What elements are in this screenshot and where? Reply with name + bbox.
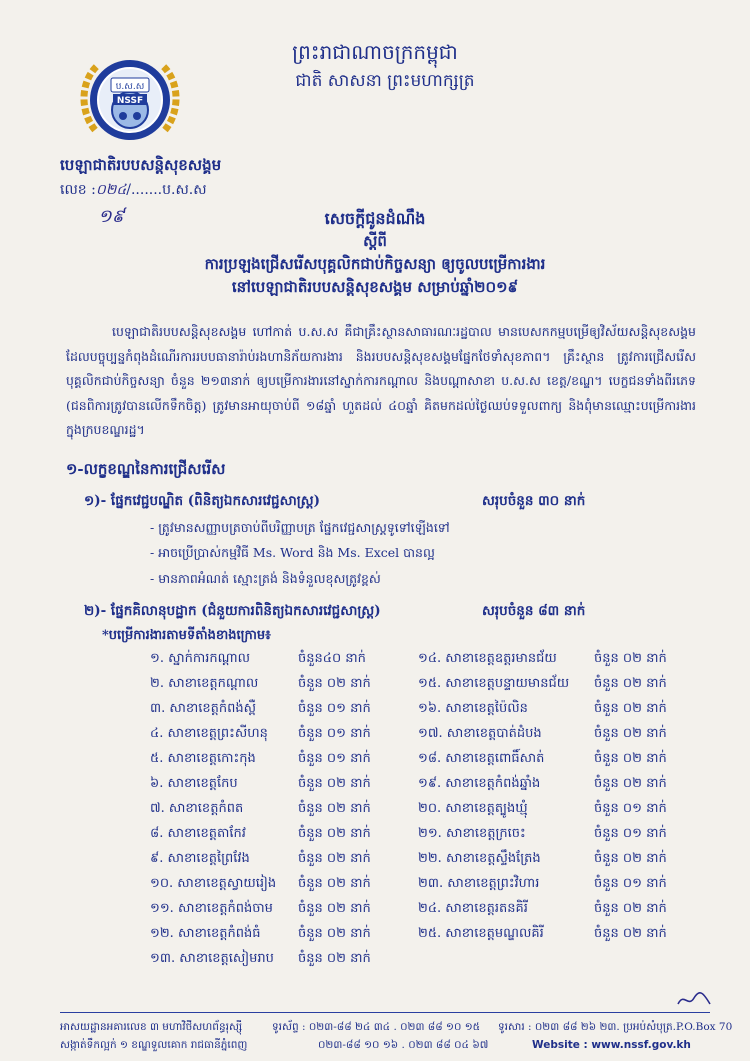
location-name: ៧. សាខាខេត្តកំពត (150, 801, 244, 816)
location-count: ចំនួន ០២ នាក់ (298, 951, 371, 966)
sub-1-total: សរុបចំនួន ៣០ នាក់ (482, 493, 586, 509)
location-name: ១៤. សាខាខេត្តឧត្តរមានជ័យ (418, 651, 557, 666)
location-count: ចំនួន ០១ នាក់ (298, 726, 371, 741)
logo-abbr: ប.ស.ស (115, 82, 145, 92)
location-count: ចំនួន ០២ នាក់ (594, 676, 667, 691)
location-name: ១២. សាខាខេត្តកំពង់ធំ (150, 926, 261, 941)
reference-prefix: លេខ : (60, 182, 96, 198)
sub-2-location-note: *បម្រើការងារតាមទីតាំងខាងក្រោម៖ (102, 628, 271, 643)
sub-2-total: សរុបចំនួន ៨៣ នាក់ (482, 603, 586, 619)
location-name: ៣. សាខាខេត្តកំពង់ស្ពឺ (150, 701, 257, 716)
location-name: ១៣. សាខាខេត្តសៀមរាប (150, 951, 274, 966)
footer-website-link[interactable]: Website : www.nssf.gov.kh (532, 1039, 691, 1051)
location-count: ចំនួន ០២ នាក់ (298, 876, 371, 891)
location-name: ១៨. សាខាខេត្តពោធិ៍សាត់ (418, 751, 545, 766)
location-name: ២៣. សាខាខេត្តព្រះវិហារ (418, 876, 540, 891)
location-count: ចំនួន ០១ នាក់ (298, 751, 371, 766)
sub-2-label: ២)- ផ្នែកគិលានុបដ្ឋាក (ជំនួយការពិនិត្យឯកសារវេជ្ជសាស្ត្រ) (84, 603, 381, 619)
location-count: ចំនួន ០២ នាក់ (298, 801, 371, 816)
footer-phone-1: ទូរស័ព្ទ : ០២៣-៨៨ ២៤ ៣៤ . ០២៣ ៨៨ ១០ ១៥ (272, 1021, 481, 1033)
kingdom-heading: ព្រះរាជាណាចក្រកម្ពុជា (292, 40, 458, 64)
national-motto: ជាតិ សាសនា ព្រះមហាក្សត្រ (295, 71, 475, 91)
location-count: ចំនួន៤០ នាក់ (298, 651, 366, 666)
sub-1-bullet: - ត្រូវមានសញ្ញាបត្រចាប់ពីបរិញ្ញាបត្រ ផ្នែកវេជ្ជសាស្ត្រទូទៅឡើងទៅ (150, 520, 450, 535)
location-name: ២៤. សាខាខេត្តរតនគិរី (418, 901, 528, 916)
location-name: ៨. សាខាខេត្តតាកែវ (150, 826, 246, 841)
location-count: ចំនួន ០១ នាក់ (298, 701, 371, 716)
location-count: ចំនួន ០២ នាក់ (594, 751, 667, 766)
location-count: ចំនួន ០២ នាក់ (298, 851, 371, 866)
location-count: ចំនួន ០១ នាក់ (594, 876, 667, 891)
notice-title: សេចក្តីជូនដំណឹង (324, 209, 426, 228)
location-count: ចំនួន ០២ នាក់ (594, 926, 667, 941)
notice-subject-label: ស្តីពី (363, 232, 387, 250)
footer-address-line-1: អាសយដ្ឋានអគារលេខ ៣ មហាវិថីសហព័ន្ធរុស្ស៊ី (60, 1021, 243, 1033)
reference-handwritten-number: ០២៤ (95, 182, 127, 198)
footer-address-line-2: សង្កាត់ទឹកល្អក់ ១ ខណ្ឌទួលគោក រាជធានីភ្នំពេញ (60, 1039, 248, 1051)
location-name: ២៥. សាខាខេត្តមណ្ឌលគិរី (418, 926, 544, 941)
location-count: ចំនួន ០១ នាក់ (594, 801, 667, 816)
initials-mark (676, 990, 716, 1014)
organization-name: បេឡាជាតិរបបសន្តិសុខសង្គម (60, 156, 222, 174)
location-name: ២. សាខាខេត្តកណ្តាល (150, 676, 259, 691)
location-name: ១៥. សាខាខេត្តបន្ទាយមានជ័យ (418, 676, 570, 691)
location-count: ចំនួន ០២ នាក់ (594, 701, 667, 716)
location-count: ចំនួន ០២ នាក់ (594, 651, 667, 666)
location-name: ១០. សាខាខេត្តស្វាយរៀង (150, 876, 277, 891)
location-name: ៦. សាខាខេត្តកែប (150, 776, 238, 791)
location-count: ចំនួន ០២ នាក់ (594, 851, 667, 866)
location-count: ចំនួន ០២ នាក់ (298, 901, 371, 916)
sub-1-bullet: - អាចប្រើប្រាស់កម្មវិធី Ms. Word និង Ms. Excel បានល្អ (150, 545, 435, 560)
intro-paragraph: បេឡាជាតិរបបសន្តិសុខសង្គម ហៅកាត់ ប.ស.ស គឺជាគ្រឹះស្ថានសាធារណៈរដ្ឋបាល មានបេសកកម្មបម្រើឲ្យវិស័យសន្តិសុខសង្គម ដែលបច្ចុប្បន្នកំពុងដំណើរការរបបធានារ៉ាប់រងហានិភ័យការងារ និងរបបសន្តិសុខសង្គមផ្នែកថែទាំសុខភាព។ គ្រឹះស្ថាន ត្រូវការជ្រើសរើសបុគ្គលិកជាប់កិច្ចសន្យា ចំនួន ២១៣នាក់ ឲ្យបម្រើការងារនៅស្នាក់ការកណ្តាល និងបណ្តាសាខា ប.ស.ស ខេត្ត/ខណ្ឌ។ បេក្ខជនទាំងពីរភេទ (ជនពិការត្រូវបានលើកទឹកចិត្ត) ត្រូវមានអាយុចាប់ពី ១៨ឆ្នាំ ហួតដល់ ៤០ឆ្នាំ គិតមកដល់ថ្ងៃឈប់ទទួលពាក្យ និងពុំមានឈ្មោះបម្រើការងារក្នុងក្របខណ្ឌរដ្ឋ។ (66, 324, 696, 437)
location-name: ១១. សាខាខេត្តកំពង់ចាម (150, 901, 273, 916)
footer-fax: ទូរសារ : ០២៣ ៨៨ ២៦ ២៣. ប្រអប់សំបុត្រ.P.O.Box 70 (498, 1021, 733, 1033)
footer-divider (60, 1012, 710, 1013)
location-count: ចំនួន ០២ នាក់ (594, 901, 667, 916)
location-count: ចំនួន ០២ នាក់ (594, 776, 667, 791)
location-count: ចំនួន ០២ នាក់ (298, 926, 371, 941)
location-count: ចំនួន ០២ នាក់ (298, 676, 371, 691)
nssf-logo (75, 52, 185, 152)
notice-subject-line-2: នៅបេឡាជាតិរបបសន្តិសុខសង្គម សម្រាប់ឆ្នាំ២០១៩ (231, 278, 519, 296)
location-name: ៥. សាខាខេត្តកោះកុង (150, 751, 256, 766)
location-count: ចំនួន ០២ នាក់ (594, 726, 667, 741)
location-name: ២១. សាខាខេត្តក្រចេះ (418, 826, 526, 841)
logo-acronym: NSSF (116, 96, 144, 106)
sub-1-label: ១)- ផ្នែកវេជ្ជបណ្ឌិត (ពិនិត្យឯកសារវេជ្ជសាស្ត្រ) (84, 493, 321, 509)
location-count: ចំនួន ០១ នាក់ (594, 826, 667, 841)
reference-number (60, 180, 207, 201)
location-name: ១. ស្នាក់ការកណ្តាល (150, 651, 250, 666)
location-name: ១៩. សាខាខេត្តកំពង់ឆ្នាំង (418, 776, 541, 791)
sub-1-bullet: - មានភាពអំណត់ ស្មោះត្រង់ និងទំនួលខុសត្រូវខ្ពស់ (150, 571, 381, 586)
location-name: ២២. សាខាខេត្តស្ទឹងត្រែង (418, 851, 541, 866)
location-name: ១៦. សាខាខេត្តប៉ៃលិន (418, 701, 528, 716)
location-count: ចំនួន ០២ នាក់ (298, 776, 371, 791)
reference-suffix: /.......ប.ស.ស (126, 182, 207, 198)
location-name: ៩. សាខាខេត្តព្រៃវែង (150, 851, 250, 866)
notice-subject-line-1: ការប្រឡងជ្រើសរើសបុគ្គលិកជាប់កិច្ចសន្យា ឲ្យចូលបម្រើការងារ (204, 255, 546, 273)
handwritten-date-mark: ១៩ (98, 206, 125, 227)
section-1-title: ១-លក្ខខណ្ឌនៃការជ្រើសរើស (66, 460, 226, 478)
footer-phone-2: ០២៣-៨៨ ១០ ១៦ . ០២៣ ៨៨ ០៤ ៦៧ (318, 1039, 489, 1051)
location-name: ១៧. សាខាខេត្តបាត់ដំបង (418, 726, 542, 741)
location-count: ចំនួន ០២ នាក់ (298, 826, 371, 841)
location-name: ៤. សាខាខេត្តព្រះសីហនុ (150, 726, 268, 741)
location-name: ២០. សាខាខេត្តត្បូងឃ្មុំ (418, 801, 528, 816)
